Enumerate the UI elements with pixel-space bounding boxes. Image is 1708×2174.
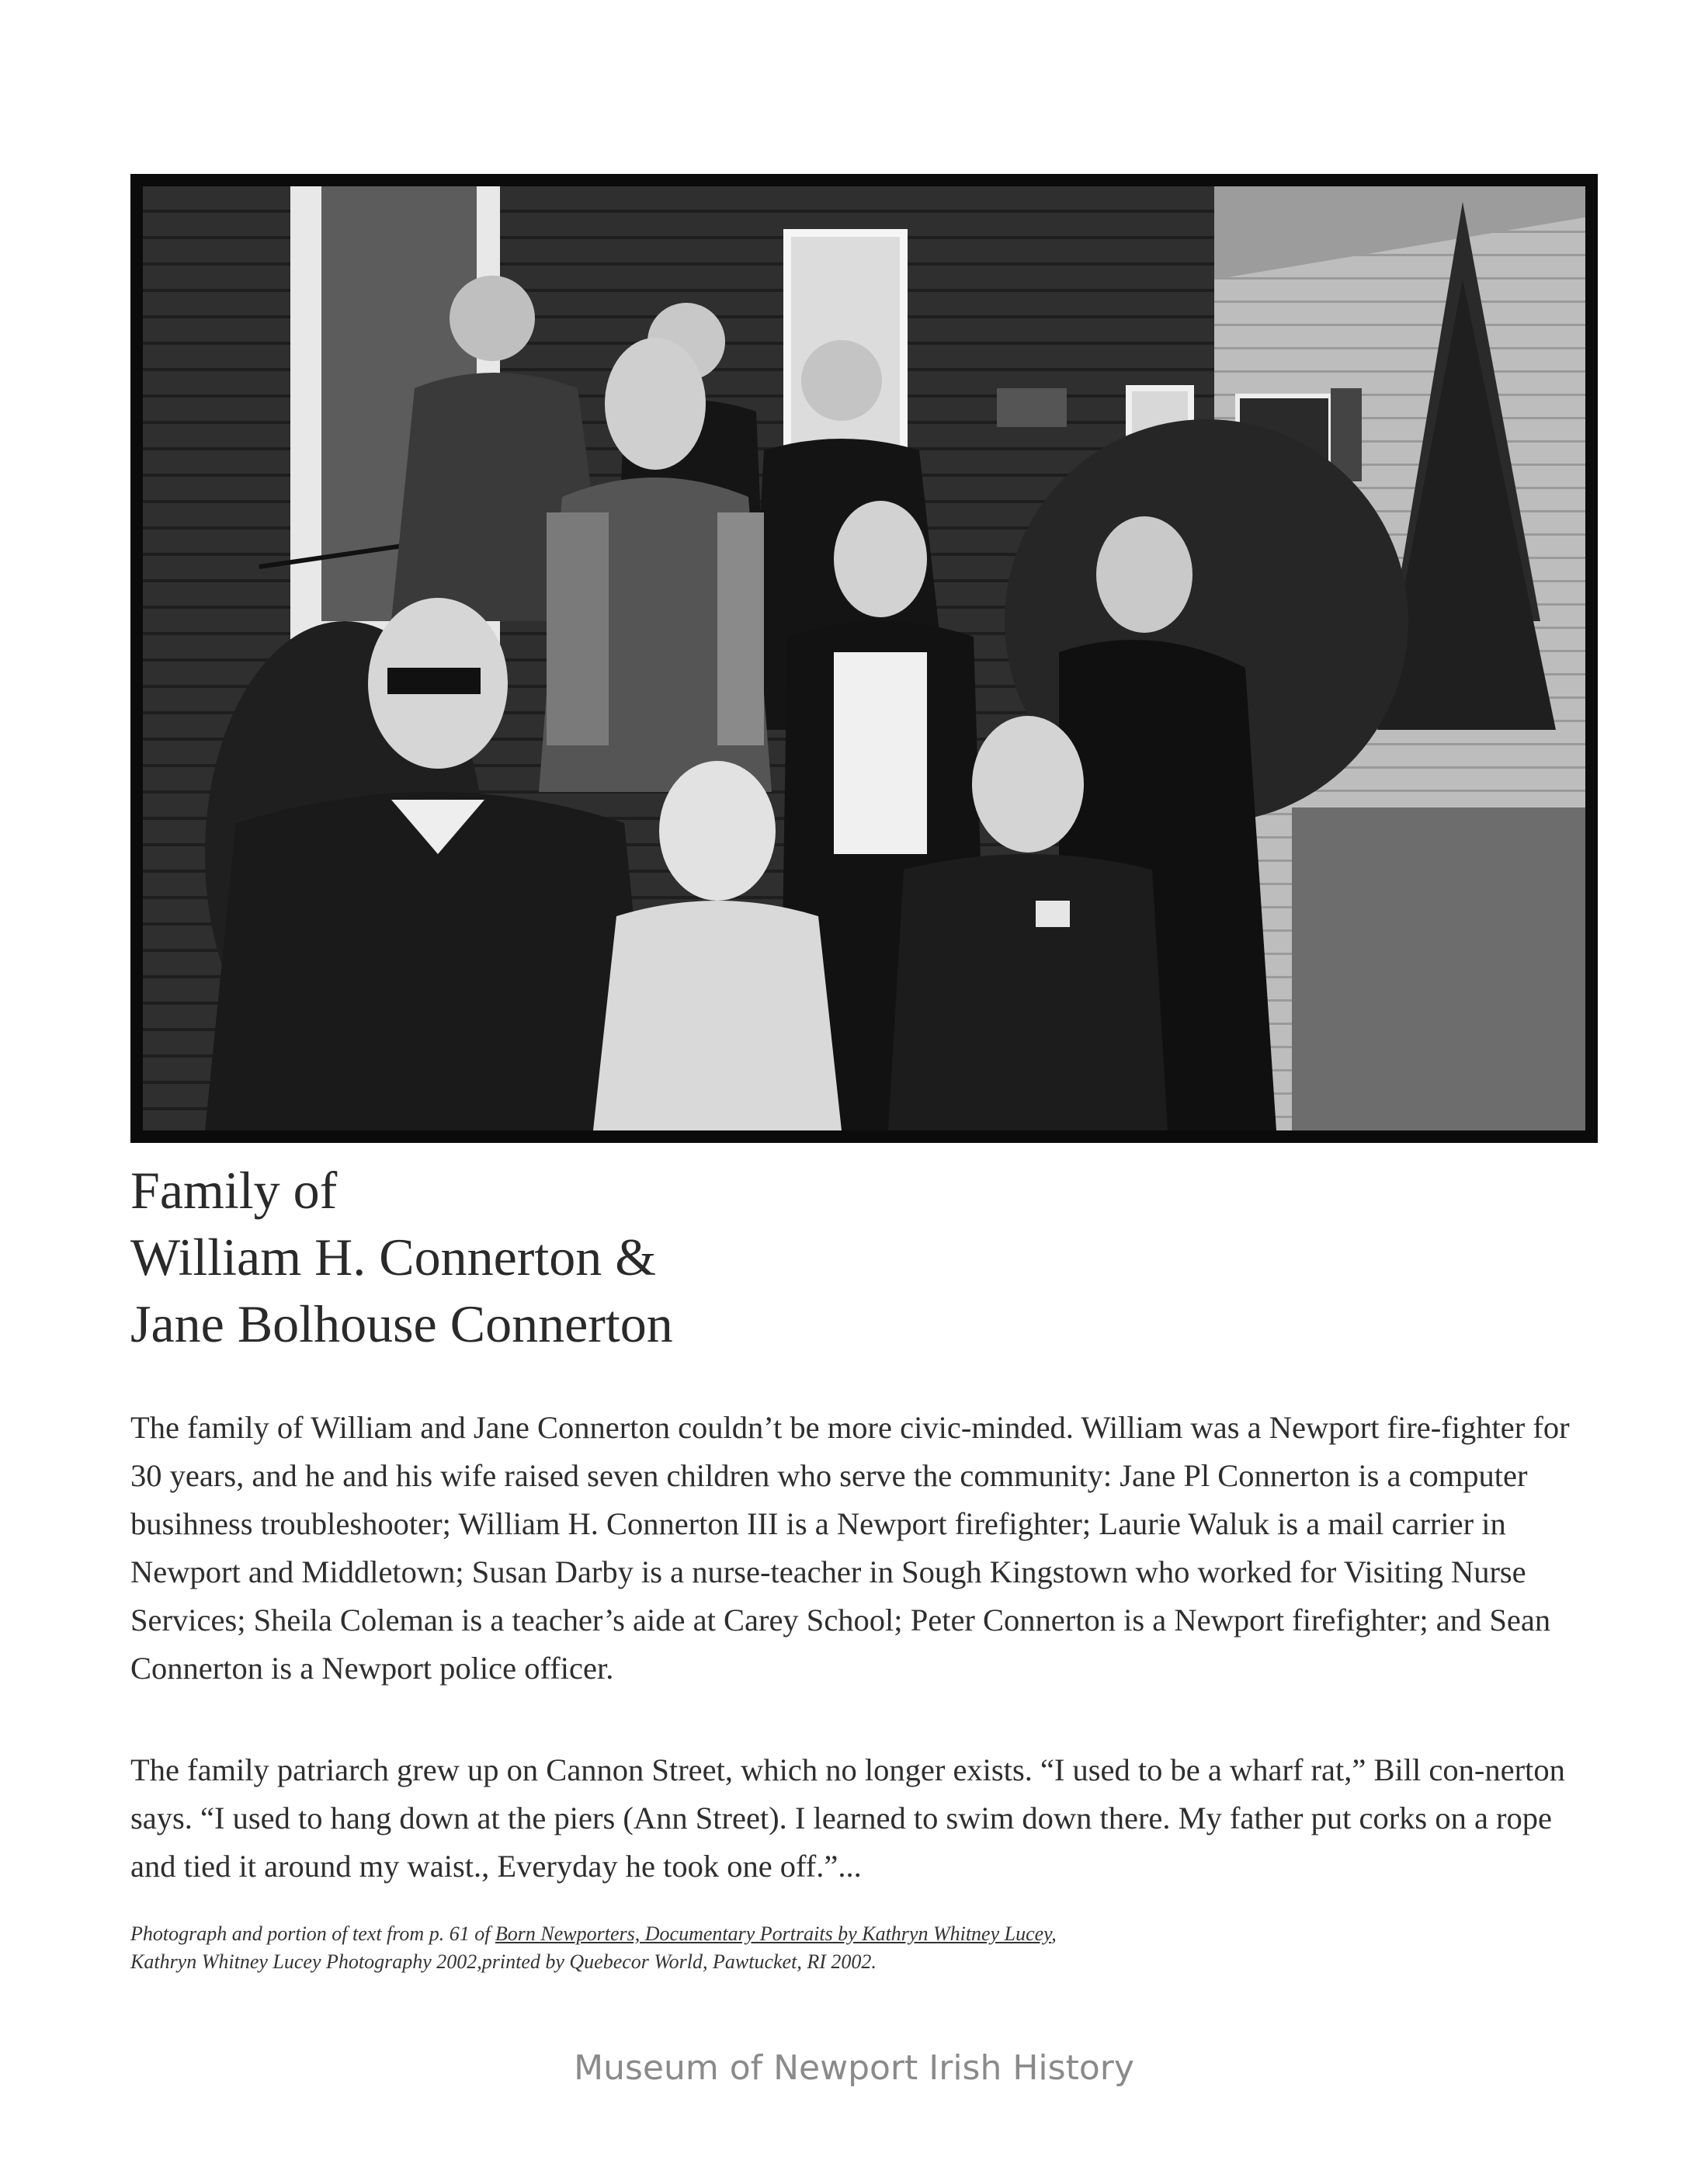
footer-museum-name: Museum of Newport Irish History xyxy=(574,2048,1134,2088)
family-photo-illustration xyxy=(143,186,1585,1130)
family-photo xyxy=(143,186,1585,1130)
photo-frame xyxy=(130,174,1598,1143)
credit-book-title: Born Newporters, Documentary Portraits by Kathryn Whitney Lucey xyxy=(495,1922,1052,1945)
credit-prefix: Photograph and portion of text from p. 61 of xyxy=(130,1922,495,1945)
body-paragraph-1: The family of William and Jane Connerton couldn’t be more civic-minded. William was a Newport fire-fighter for 30 years, and he and his wife raised seven children who serve the community: Jane Pl Connerton is a computer busihness troubleshooter; William H. Connerton III is a Newport firefighter; Laurie Waluk is a mail carrier in Newport and Middletown; Susan Darby is a nurse-teacher in Sough Kingstown who worked for Visiting Nurse Services; Sheila Coleman is a teacher’s aide at Carey School; Peter Connerton is a Newport firefighter; and Sean Connerton is a Newport police officer. xyxy=(130,1410,1570,1686)
photo-credit xyxy=(130,1920,1450,1976)
title-line-3: Jane Bolhouse Connerton xyxy=(130,1294,673,1353)
credit-line-2: Kathryn Whitney Lucey Photography 2002,printed by Quebecor World, Pawtucket, RI 2002. xyxy=(130,1950,877,1973)
credit-suffix: , xyxy=(1051,1922,1057,1945)
page-title xyxy=(130,1157,1373,1357)
body-paragraph-2: The family patriarch grew up on Cannon Street, which no longer exists. “I used to be a wharf rat,” Bill con-nerton says. “I used to hang down at the piers (Ann Street). I learned to swim down there. My father put corks on a rope and tied it around my waist., Everyday he took one off.”... xyxy=(130,1752,1565,1884)
title-line-1: Family of xyxy=(130,1161,338,1220)
title-line-2: William H. Connerton & xyxy=(130,1228,657,1287)
